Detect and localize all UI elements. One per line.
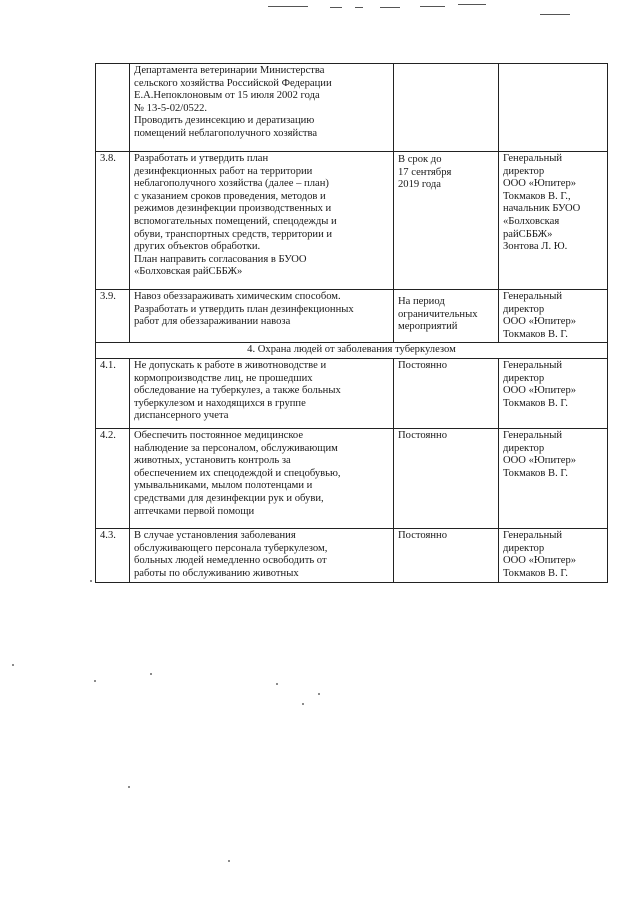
action-cell-line: туберкулезом и находящихся в группе: [134, 397, 306, 409]
scan-speck: [150, 673, 152, 675]
responsible-cell-line: Токмаков В. Г.,: [503, 190, 571, 202]
action-cell-line: обследование на туберкулез, а также больных: [134, 385, 341, 397]
table-row: [96, 290, 608, 343]
item-number: 4.1.: [96, 358, 130, 428]
action-cell-line: животных, установить контроль за: [134, 455, 291, 467]
term-cell-line: 17 сентября: [398, 166, 452, 178]
action-cell-line: Обеспечить постоянное медицинское: [134, 429, 304, 441]
scan-speck: [90, 580, 92, 582]
action-cell-line: помещений неблагополучного хозяйства: [134, 127, 318, 139]
action-cell-line: Не допускать к работе в животноводстве и: [134, 359, 327, 371]
term-cell-line: В срок до: [398, 154, 442, 165]
responsible-cell: [499, 358, 608, 428]
scan-artifact-top: [355, 7, 363, 8]
responsible-cell-line: ООО «Юпитер»: [503, 178, 577, 190]
responsible-cell-line: начальник БУОО: [503, 203, 581, 215]
action-cell-line: с указанием сроков проведения, методов и: [134, 190, 326, 202]
scan-artifact-top: [420, 6, 445, 7]
action-cell: [130, 64, 394, 152]
action-cell-line: обеспечением их спецодеждой и спецобувью,: [134, 467, 341, 479]
responsible-cell-line: Токмаков В. Г.: [503, 467, 568, 479]
term-cell-line: Постоянно: [398, 359, 448, 371]
scan-artifact-top: [540, 14, 570, 15]
responsible-cell-line: директор: [503, 442, 545, 454]
term-cell: [394, 64, 499, 152]
action-cell-line: Разработать и утвердить план: [134, 153, 269, 164]
measures-table-body: [96, 64, 608, 583]
action-cell-line: умывальниками, мылом полотенцами и: [134, 480, 313, 492]
action-cell-line: вспомогательных помещений, спецодежды и: [134, 215, 337, 227]
scan-artifact-top: [458, 4, 486, 5]
responsible-cell-line: Токмаков В. Г.: [503, 397, 568, 409]
action-cell-line: больных людей немедленно освободить от: [134, 555, 327, 567]
table-row: [96, 428, 608, 528]
section-title: 4. Охрана людей от заболевания туберкулезом: [96, 343, 608, 359]
action-cell-line: дезинфекционных работ на территории: [134, 165, 313, 177]
scan-speck: [302, 703, 304, 705]
term-cell-line: Постоянно: [398, 529, 448, 541]
responsible-cell: [499, 64, 608, 152]
responsible-cell-line: Генеральный: [503, 291, 563, 302]
action-cell-line: «Болховская райСББЖ»: [134, 266, 243, 278]
action-cell: [130, 152, 394, 290]
responsible-cell-line: Генеральный: [503, 153, 563, 164]
action-cell-line: аптечками первой помощи: [134, 505, 255, 517]
action-cell-line: наблюдение за персоналом, обслуживающим: [134, 442, 338, 454]
item-number: 4.2.: [96, 428, 130, 528]
term-cell: [394, 358, 499, 428]
item-number: 3.9.: [96, 290, 130, 343]
responsible-cell-line: ООО «Юпитер»: [503, 316, 577, 328]
responsible-cell-line: директор: [503, 303, 545, 315]
action-cell-line: средствами для дезинфекции рук и обуви,: [134, 492, 324, 504]
action-cell-line: Разработать и утвердить план дезинфекционных: [134, 303, 354, 315]
action-cell-line: сельского хозяйства Российской Федерации: [134, 77, 332, 89]
scan-speck: [318, 693, 320, 695]
table-row: [96, 152, 608, 290]
term-cell-line: 2019 года: [398, 179, 442, 191]
table-row: [96, 528, 608, 582]
term-cell: [394, 290, 499, 343]
item-number: [96, 64, 130, 152]
table-row: [96, 358, 608, 428]
term-cell-line: ограничительных: [398, 308, 478, 320]
action-cell-line: неблагополучного хозяйства (далее – план): [134, 178, 329, 190]
action-cell-line: № 13-5-02/0522.: [134, 102, 208, 114]
scan-artifact-top: [268, 6, 308, 7]
responsible-cell-line: директор: [503, 372, 545, 384]
term-cell: [394, 428, 499, 528]
scan-artifact-top: [330, 7, 342, 8]
action-cell-line: План направить согласования в БУОО: [134, 253, 307, 265]
responsible-cell-line: ООО «Юпитер»: [503, 385, 577, 397]
action-cell-line: Е.А.Непоклоновым от 15 июля 2002 года: [134, 90, 320, 102]
action-cell-line: других объектов обработки.: [134, 241, 261, 253]
responsible-cell-line: директор: [503, 542, 545, 554]
action-cell: [130, 358, 394, 428]
responsible-cell-line: райСББЖ»: [503, 228, 553, 240]
term-cell: [394, 152, 499, 290]
scan-speck: [12, 664, 14, 666]
action-cell: [130, 290, 394, 343]
term-cell: [394, 528, 499, 582]
item-number: 3.8.: [96, 152, 130, 290]
section-header-row: [96, 343, 608, 359]
action-cell-line: диспансерного учета: [134, 410, 229, 422]
measures-table: [95, 63, 608, 583]
responsible-cell: [499, 528, 608, 582]
scan-speck: [276, 683, 278, 685]
action-cell: [130, 528, 394, 582]
responsible-cell-line: Токмаков В. Г.: [503, 328, 568, 340]
action-cell-line: Навоз обеззараживать химическим способом.: [134, 291, 341, 302]
responsible-cell-line: Зонтова Л. Ю.: [503, 241, 568, 253]
scan-speck: [94, 680, 96, 682]
responsible-cell: [499, 290, 608, 343]
scan-speck: [228, 860, 230, 862]
term-cell-line: мероприятий: [398, 321, 458, 333]
responsible-cell-line: «Болховская: [503, 215, 560, 227]
action-cell-line: В случае установления заболевания: [134, 529, 296, 541]
responsible-cell-line: ООО «Юпитер»: [503, 555, 577, 567]
action-cell-line: обслуживающего персонала туберкулезом,: [134, 542, 328, 554]
responsible-cell-line: Генеральный: [503, 429, 563, 441]
term-cell-line: На период: [398, 296, 445, 307]
action-cell-line: режимов дезинфекции производственных и: [134, 203, 332, 215]
responsible-cell-line: ООО «Юпитер»: [503, 455, 577, 467]
responsible-cell-line: Генеральный: [503, 359, 563, 371]
term-cell-line: Постоянно: [398, 429, 448, 441]
table-row: [96, 64, 608, 152]
responsible-cell: [499, 152, 608, 290]
scan-speck: [128, 786, 130, 788]
responsible-cell-line: Генеральный: [503, 529, 563, 541]
action-cell-line: работы по обслуживанию животных: [134, 567, 299, 579]
responsible-cell: [499, 428, 608, 528]
action-cell-line: Проводить дезинсекцию и дератизацию: [134, 115, 315, 127]
action-cell-line: обуви, транспортных средств, территории и: [134, 228, 333, 240]
action-cell-line: Департамента ветеринарии Министерства: [134, 65, 325, 76]
action-cell: [130, 428, 394, 528]
scan-artifact-top: [380, 7, 400, 8]
action-cell-line: работ для обеззараживании навоза: [134, 316, 291, 328]
responsible-cell-line: директор: [503, 165, 545, 177]
responsible-cell-line: Токмаков В. Г.: [503, 567, 568, 579]
action-cell-line: кормопроизводстве лиц, не прошедших: [134, 372, 313, 384]
item-number: 4.3.: [96, 528, 130, 582]
